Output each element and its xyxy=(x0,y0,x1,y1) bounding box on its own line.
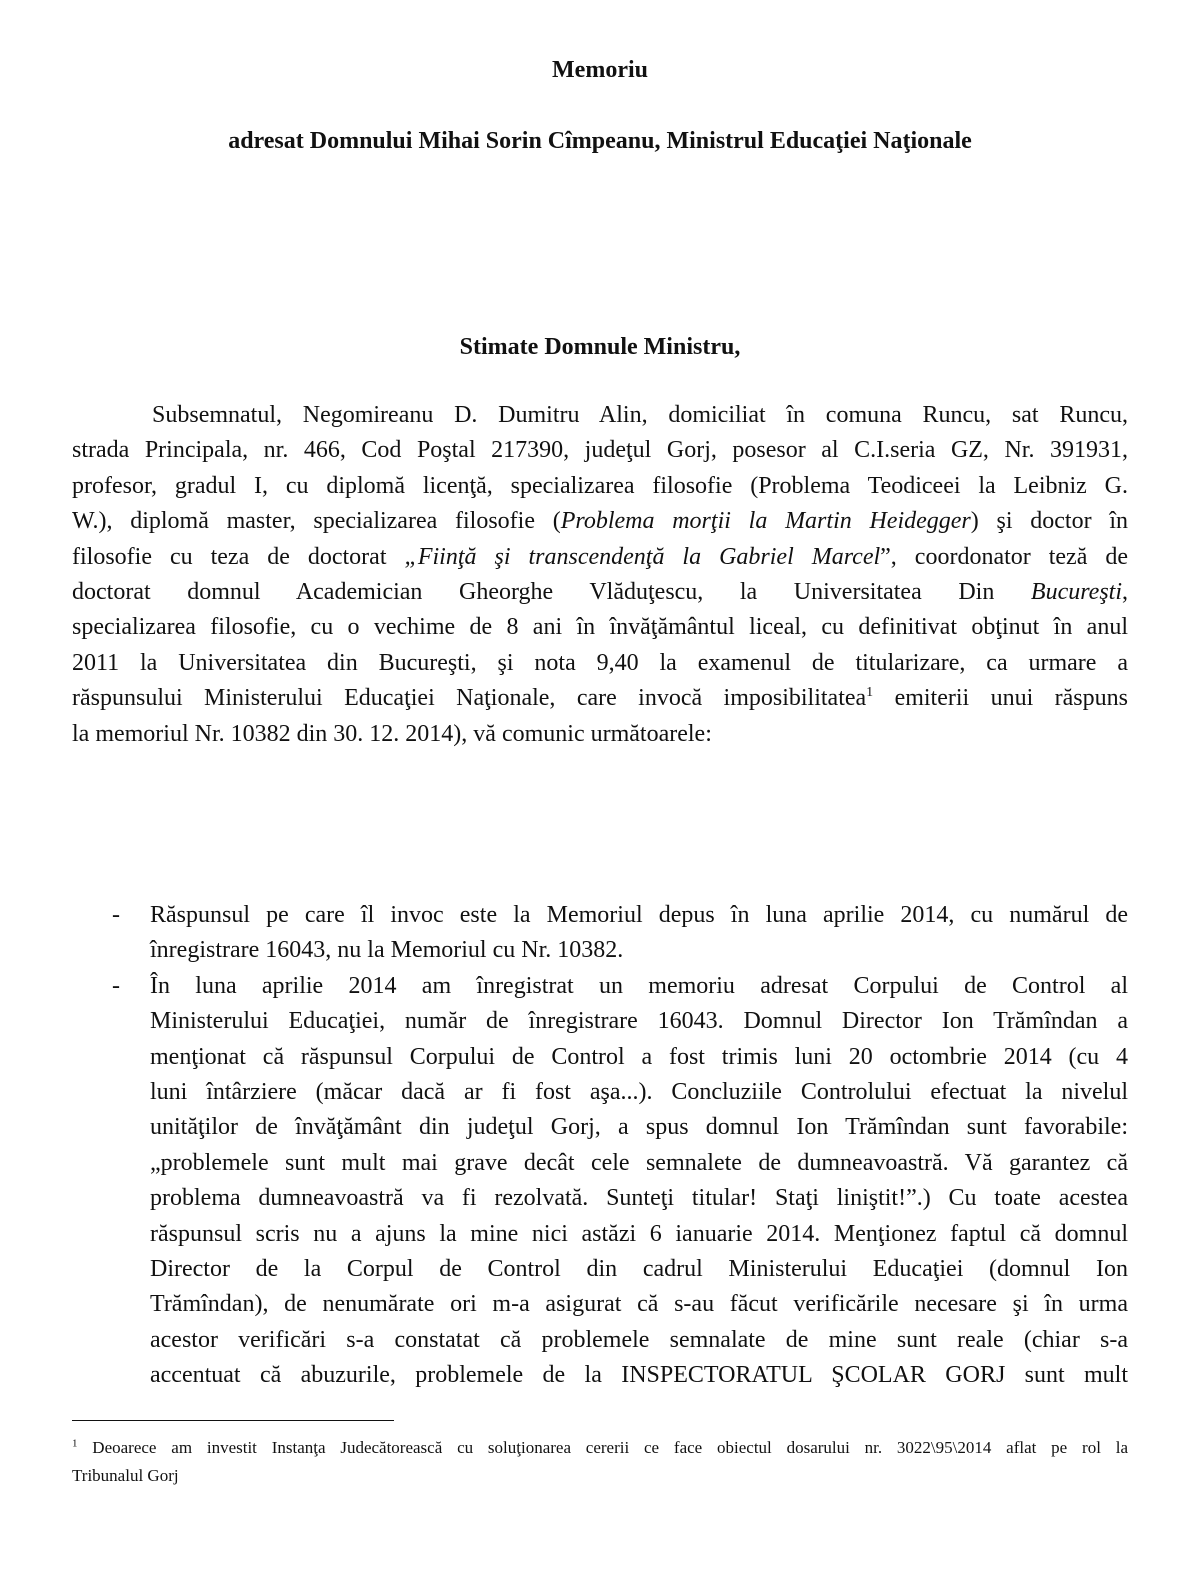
bullet-line: unităţilor de învăţământ din judeţul Gorj, a spus domnul Ion Trămîndan sunt favorabile: xyxy=(150,1114,1128,1141)
bullet-line: înregistrare 16043, nu la Memoriul cu Nr. 10382. xyxy=(150,937,624,964)
footnote-line: Tribunalul Gorj xyxy=(72,1466,179,1485)
footnote-line: $^1$ Deoarece am investit Instanţa Judecătorească cu soluţionarea cererii ce face obiectul dosarului nr. 3022\95\2014 aflat pe rol la xyxy=(72,1437,1128,1457)
bullet-line: „problemele sunt mult mai grave decât cele semnalete de dumneavoastră. Vă garantez că xyxy=(150,1149,1128,1176)
bullet-line: problema dumneavoastră va fi rezolvată. Sunteţi titular! Staţi liniştit!”.) Cu toate acestea xyxy=(150,1185,1128,1212)
bullet-line: răspunsul scris nu a ajuns la mine nici astăzi 6 ianuarie 2014. Menţionez faptul că domnul xyxy=(150,1220,1128,1247)
city-name: Bucureşti xyxy=(1030,579,1122,606)
paragraph-line: la memoriul Nr. 10382 din 30. 12. 2014), vă comunic următoarele: xyxy=(72,720,712,747)
bullet-line: acestor verificări s-a constatat că problemele semnalate de mine sunt reale (chiar s-a xyxy=(150,1326,1128,1353)
paragraph-line: specializarea filosofie, cu o vechime de 8 ani în învăţământul liceal, cu definitivat obţinut în anul xyxy=(72,614,1128,641)
list-item xyxy=(72,969,1128,1394)
document-title: Memoriu xyxy=(552,57,648,83)
paragraph-line: Subsemnatul, Negomireanu D. Dumitru Alin, domiciliat în comuna Runcu, sat Runcu, xyxy=(152,402,1128,428)
bullet-line: luni întârziere (măcar dacă ar fi fost aşa...). Concluziile Controlului efectuat la nivelul xyxy=(150,1079,1128,1106)
paragraph-line: strada Principala, nr. 466, Cod Poştal 217390, judeţul Gorj, posesor al C.I.seria GZ, Nr. 391931, xyxy=(72,437,1128,464)
bullet-line: Răspunsul pe care îl invoc este la Memoriul depus în luna aprilie 2014, cu numărul de xyxy=(150,902,1128,928)
bullet-line: menţionat că răspunsul Corpului de Control a fost trimis luni 20 octombrie 2014 (cu 4 xyxy=(150,1043,1128,1070)
footnote-marker: 1 xyxy=(72,1437,78,1450)
footnote xyxy=(72,1434,1128,1490)
bullet-list xyxy=(72,898,1128,1394)
bullet-line: În luna aprilie 2014 am înregistrat un memoriu adresat Corpului de Control al xyxy=(150,972,1128,999)
paragraph-line: W.), diplomă master, specializarea filosofie (Problema morţii la Martin Heidegger) şi doctor în xyxy=(72,508,1128,535)
intro-paragraph xyxy=(72,398,1128,752)
thesis-title-master: Problema morţii la Martin Heidegger xyxy=(560,508,971,535)
footnote-reference: 1 xyxy=(866,685,874,701)
bullet-line: Ministerului Educaţiei, număr de înregistrare 16043. Domnul Director Ion Trămîndan a xyxy=(150,1008,1128,1035)
document-subtitle: adresat Domnului Mihai Sorin Cîmpeanu, Ministrul Educaţiei Naţionale xyxy=(228,128,972,154)
paragraph-line: filosofie cu teza de doctorat „Fiinţă şi transcendenţă la Gabriel Marcel”, coordonator teză de xyxy=(72,543,1129,570)
bullet-dash: - xyxy=(112,902,120,928)
bullet-line: Director de la Corpul de Control din cadrul Ministerului Educaţiei (domnul Ion xyxy=(150,1256,1128,1283)
bullet-dash: - xyxy=(112,972,120,999)
paragraph-line: doctorat domnul Academician Gheorghe Vlăduţescu, la Universitatea Din Bucureşti, xyxy=(72,579,1128,606)
footnote-separator xyxy=(72,1420,394,1421)
thesis-title-doctorate: „Fiinţă şi transcendenţă la Gabriel Marcel xyxy=(404,543,881,570)
list-item xyxy=(72,898,1128,969)
paragraph-line: 2011 la Universitatea din Bucureşti, şi nota 9,40 la examenul de titularizare, ca urmare a xyxy=(72,649,1128,676)
paragraph-line: profesor, gradul I, cu diplomă licenţă, specializarea filosofie (Problema Teodiceei la Leibniz G. xyxy=(72,472,1128,499)
bullet-line: accentuat că abuzurile, problemele de la INSPECTORATUL ŞCOLAR GORJ sunt mult xyxy=(150,1362,1128,1389)
bullet-line: Trămîndan), de nenumărate ori m-a asigurat că s-au făcut verificările necesare şi în urma xyxy=(150,1291,1128,1318)
salutation: Stimate Domnule Ministru, xyxy=(459,334,741,360)
paragraph-line: răspunsului Ministerului Educaţiei Naţionale, care invocă imposibilitatea$^1$ emiterii unui răspuns xyxy=(72,685,1128,712)
